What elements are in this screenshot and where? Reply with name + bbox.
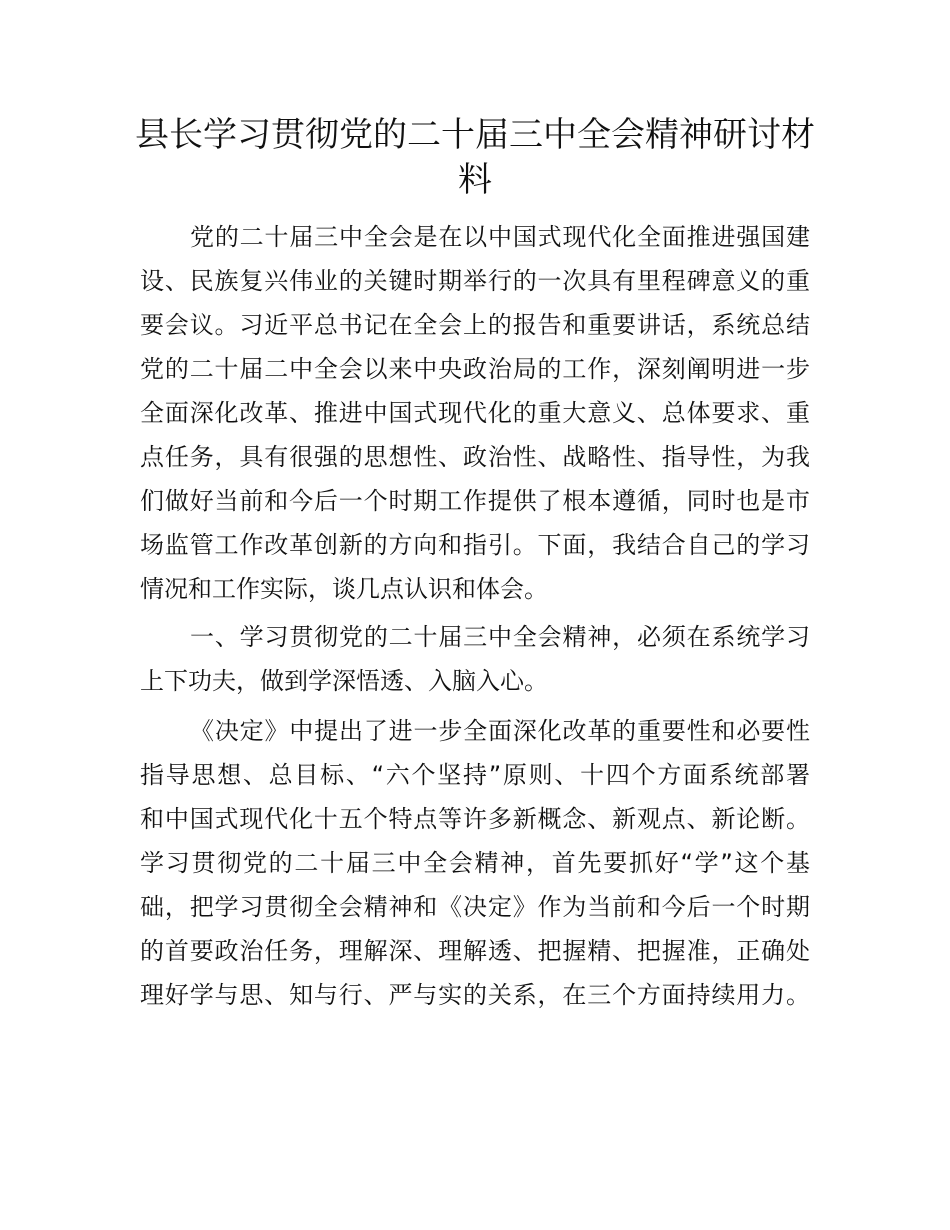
text-line: 学习贯彻党的二十届三中全会精神，首先要抓好“学”这个基 — [140, 849, 810, 877]
document-title-line-1: 县长学习贯彻党的二十届三中全会精神研讨材 — [135, 115, 815, 155]
text-line: 的首要政治任务，理解深、理解透、把握精、把握准，正确处 — [140, 937, 810, 965]
text-line: 全面深化改革、推进中国式现代化的重大意义、总体要求、重 — [140, 399, 810, 427]
text-line: 础，把学习贯彻全会精神和《决定》作为当前和今后一个时期 — [140, 893, 810, 921]
text-line: 们做好当前和今后一个时期工作提供了根本遵循，同时也是市 — [140, 487, 810, 515]
text-line: 党的二十届二中全会以来中央政治局的工作，深刻阐明进一步 — [140, 355, 810, 383]
document-title-line-2: 料 — [458, 160, 492, 200]
text-line: 上下功夫，做到学深悟透、入脑入心。 — [140, 667, 548, 695]
text-line: 要会议。习近平总书记在全会上的报告和重要讲话，系统总结 — [140, 311, 810, 339]
text-line: 党的二十届三中全会是在以中国式现代化全面推进强国建 — [190, 223, 810, 251]
text-line: 点任务，具有很强的思想性、政治性、战略性、指导性，为我 — [140, 443, 810, 471]
text-line: 情况和工作实际，谈几点认识和体会。 — [140, 575, 548, 603]
text-line: 设、民族复兴伟业的关键时期举行的一次具有里程碑意义的重 — [140, 267, 810, 295]
text-line: 场监管工作改革创新的方向和指引。下面，我结合自己的学习 — [140, 531, 810, 559]
text-line: 《决定》中提出了进一步全面深化改革的重要性和必要性 — [190, 717, 810, 745]
text-line: 一、学习贯彻党的二十届三中全会精神，必须在系统学习 — [190, 623, 810, 651]
text-line: 和中国式现代化十五个特点等许多新概念、新观点、新论断。 — [140, 805, 810, 833]
text-line: 理好学与思、知与行、严与实的关系，在三个方面持续用力。 — [140, 981, 810, 1009]
text-line: 指导思想、总目标、“六个坚持”原则、十四个方面系统部署 — [140, 761, 810, 789]
